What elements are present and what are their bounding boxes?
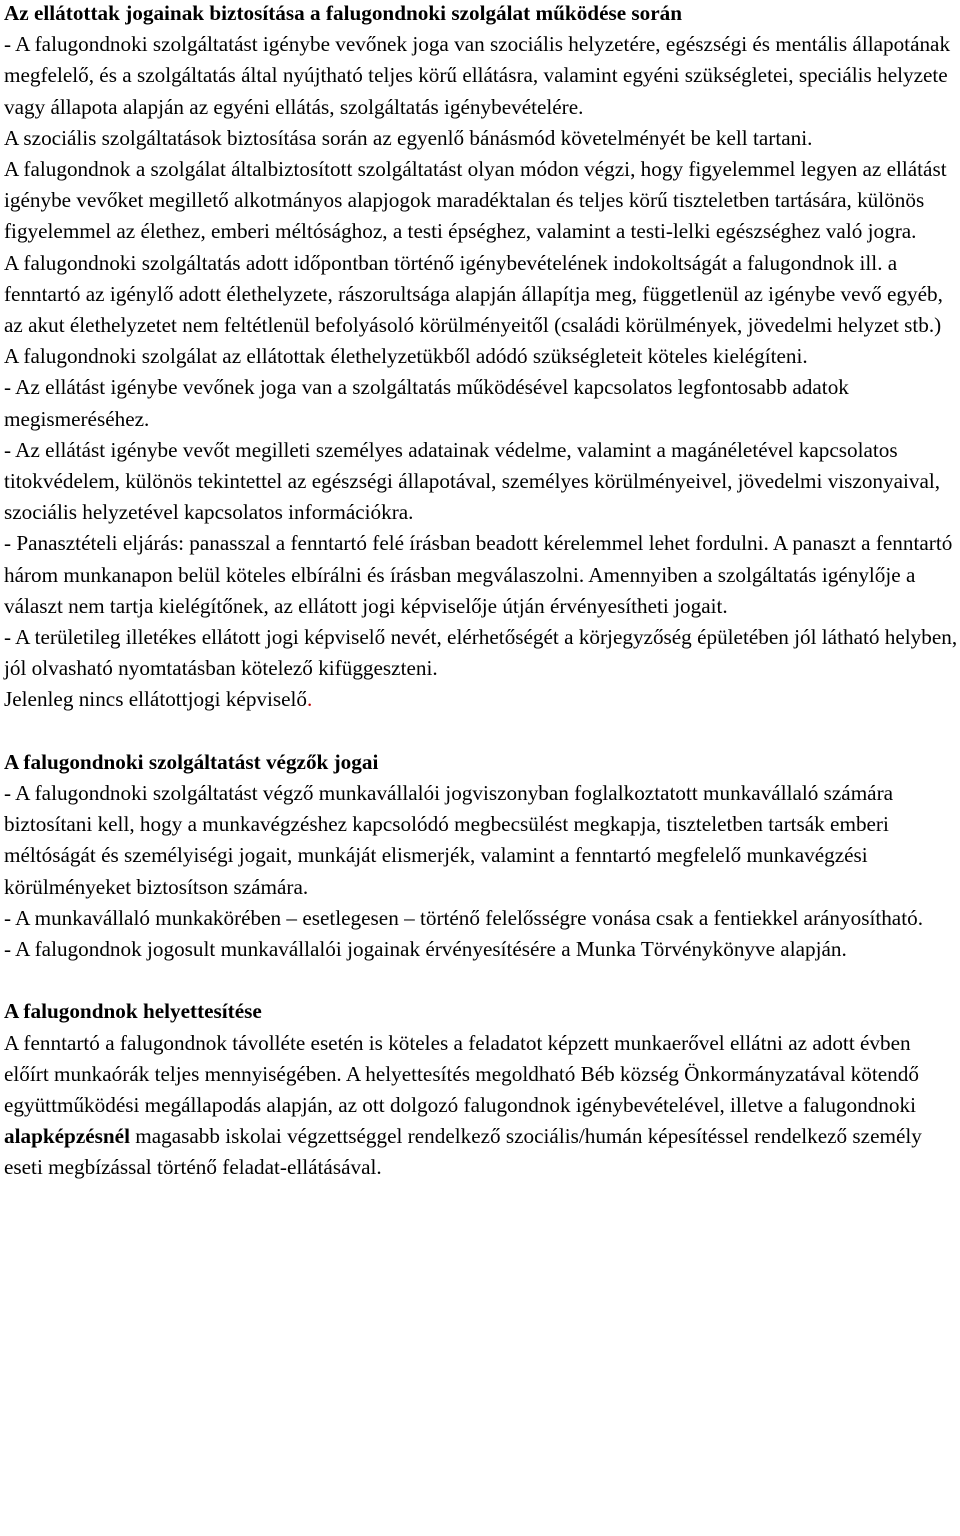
paragraph-client-right-care: - A falugondnoki szolgáltatást igénybe vevőnek joga van szociális helyzetére, egészségi és mentális állapotának megfelelő, és a szolgáltatás által nyújtható teljes körű ellátásra, valamint egyéni szükségletei, speciális helyzete vagy állapota alapján az egyéni ellátás, szolgáltatás igénybevételére. bbox=[4, 32, 951, 119]
section-heading-staff-rights: A falugondnoki szolgáltatást végzők jogai bbox=[4, 749, 379, 774]
no-representative-text: Jelenleg nincs ellátottjogi képviselő bbox=[4, 687, 308, 712]
red-period: . bbox=[307, 687, 313, 712]
section-heading-substitution: A falugondnok helyettesítése bbox=[4, 999, 262, 1024]
paragraph-data-protection: - Az ellátást igénybe vevőt megilleti személyes adatainak védelme, valamint a magánéletével kapcsolatos titokvédelem, különös tekintettel az egészségi állapotával, személyes körülményeivel, jövedelmi viszonyaival, szociális helyzetével kapcsolatos információkra. bbox=[4, 437, 941, 525]
substitution-text-b: magasabb iskolai végzettséggel rendelkező szociális/humán képesítéssel rendelkező személy eseti megbízással történő feladat-ellátásával. bbox=[4, 1124, 922, 1180]
section-heading-client-rights: Az ellátottak jogainak biztosítása a falugondnoki szolgálat működése során bbox=[4, 1, 683, 25]
paragraph-right-to-information: - Az ellátást igénybe vevőnek joga van a szolgáltatás működésével kapcsolatos legfontosabb adatok megismeréséhez. bbox=[4, 375, 849, 431]
paragraph-employee-respect: - A falugondnoki szolgáltatást végző munkavállalói jogviszonyban foglalkoztatott munkavállaló számára biztosítani kell, hogy a munkavégzéshez kapcsolódó megbecsülést megkapja, tiszteletben tartsák emberi méltóságát és személyiségi jogait, munkáját elismerjék, valamint a fenntartó megfelelő munkavégzési körülményeket biztosítson számára. bbox=[4, 781, 894, 899]
paragraph-equal-treatment: A szociális szolgáltatások biztosítása során az egyenlő bánásmód követelményét be kell tartani. bbox=[4, 125, 813, 150]
section-spacer bbox=[4, 716, 959, 747]
section-spacer bbox=[4, 965, 959, 996]
paragraph-representative-notice: - A területileg illetékes ellátott jogi képviselő nevét, elérhetőségét a körjegyzőség épületében jól látható helyben, jól olvasható nyomtatásban kötelező kifüggeszteni. bbox=[4, 625, 958, 681]
paragraph-service-justification: A falugondnoki szolgáltatás adott időpontban történő igénybevételének indokoltságát a falugondnok ill. a fenntartó az igénylő adott élethelyzete, rászorultsága alapján állapítja meg, függetlenül az igénybe vevő egyéb, az akut élethelyzetet nem feltétlenül befolyásoló körülményeitől (családi körülmények, jövedelmi helyzet stb.) A falugondnoki szolgálat az ellátottak élethelyzetükből adódó szükségleteit köteles kielégíteni. bbox=[4, 250, 943, 369]
paragraph-fundamental-rights: A falugondnok a szolgálat általbiztosított szolgáltatást olyan módon végzi, hogy figyelemmel legyen az ellátást igénybe vevőket megillető alkotmányos alapjogok maradéktalan és teljes körű tiszteletben tartására, különös figyelemmel az élethez, emberi méltósághoz, a testi épséghez, valamint a testi-lelki egészséghez való jogra. bbox=[4, 157, 947, 244]
paragraph-liability: - A munkavállaló munkakörében – esetlegesen – történő felelősségre vonása csak a fentiekkel arányosítható. bbox=[4, 905, 923, 930]
substitution-bold-term: alapképzésnél bbox=[4, 1124, 130, 1149]
substitution-text-a: A fenntartó a falugondnok távolléte esetén is köteles a feladatot képzett munkaerővel ellátni az adott évben előírt munkaórák teljes mennyiségében. A helyettesítés megoldható Béb község Önkormányzatával kötendő együttműködési megállapodás alapján, az ott dolgozó falugondnok igénybevételével, illetve a falugondnoki bbox=[4, 1030, 919, 1118]
paragraph-labour-code: - A falugondnok jogosult munkavállalói jogainak érvényesítésére a Munka Törvénykönyve alapján. bbox=[4, 937, 847, 962]
paragraph-no-representative bbox=[4, 684, 959, 715]
paragraph-complaint-procedure: - Panasztételi eljárás: panasszal a fenntartó felé írásban beadott kérelemmel lehet fordulni. A panaszt a fenntartó három munkanapon belül köteles elbírálni és írásban megválaszolni. Amennyiben a szolgáltatás igénylője a választ nem tartja kielégítőnek, az ellátott jogi képviselője útján érvényesítheti jogait. bbox=[4, 531, 953, 618]
paragraph-substitution bbox=[4, 1028, 959, 1184]
